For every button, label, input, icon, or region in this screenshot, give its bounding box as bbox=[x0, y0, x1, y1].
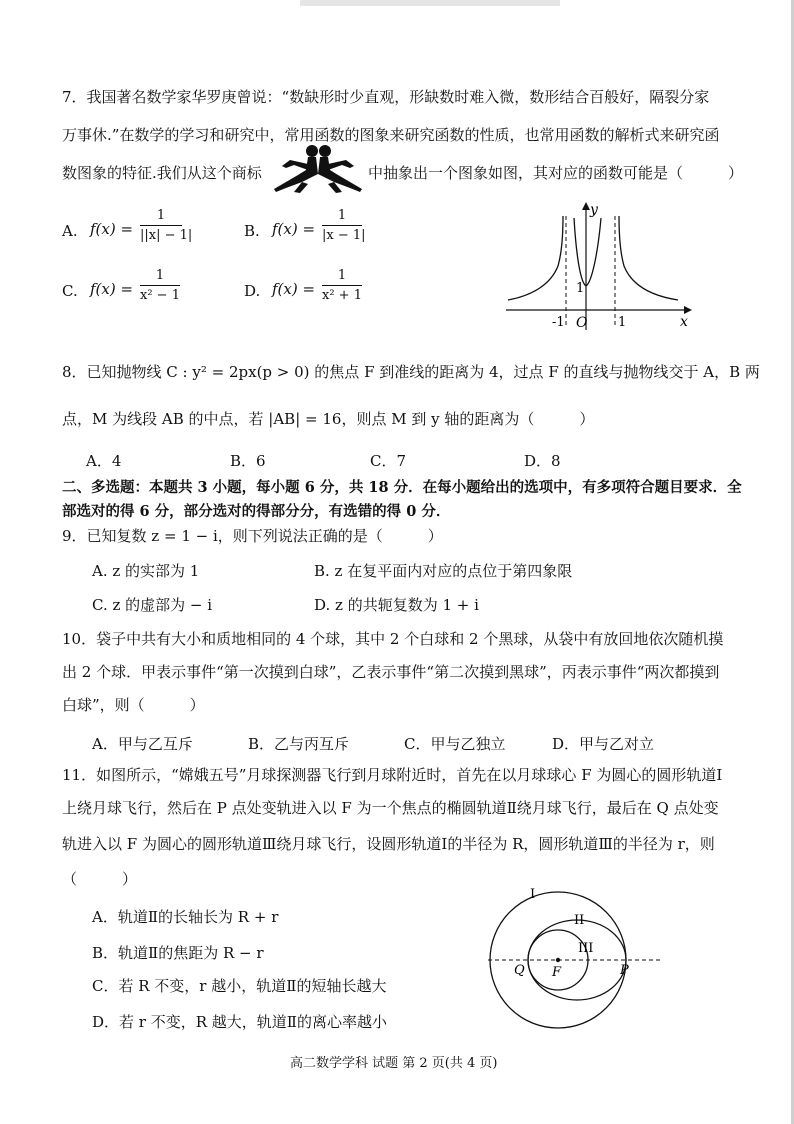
q7-option-d-label: D. bbox=[244, 282, 261, 300]
q7-option-c-denominator: x² − 1 bbox=[140, 288, 180, 303]
q9-stem: 9．已知复数 z = 1 − i，则下列说法正确的是（ ） bbox=[62, 527, 443, 545]
scan-smudge bbox=[300, 0, 560, 6]
q11-option-c: C．若 R 不变，r 越小，轨道Ⅱ的短轴长越大 bbox=[92, 977, 387, 995]
q7-option-a-denominator: ||x| − 1| bbox=[140, 228, 193, 243]
orbit-I-label: I bbox=[530, 887, 536, 902]
curve-middle-branch bbox=[574, 218, 601, 286]
q7-option-d-fraction-bar bbox=[322, 285, 362, 286]
q9-option-b: B. z 在复平面内对应的点位于第四象限 bbox=[314, 562, 573, 580]
q10-option-d: D．甲与乙对立 bbox=[552, 735, 655, 753]
q7-option-a-label: A. bbox=[62, 222, 78, 240]
q7-option-b-lhs: f(x) = bbox=[272, 220, 316, 238]
graph-x-label: x bbox=[680, 314, 688, 330]
orbit-II-label: II bbox=[574, 913, 585, 928]
q7-option-d-denominator: x² + 1 bbox=[322, 288, 362, 303]
orbit-II-ellipse bbox=[528, 920, 626, 1000]
q10-option-c: C．甲与乙独立 bbox=[404, 735, 506, 753]
graph-tick-y-1: 1 bbox=[576, 281, 585, 296]
curve-right-branch bbox=[619, 216, 678, 300]
graph-origin-label: O bbox=[576, 315, 588, 331]
q8-option-d: D．8 bbox=[524, 452, 561, 470]
focus-F-point bbox=[556, 958, 560, 962]
q7-line1: 7．我国著名数学家华罗庚曾说：“数缺形时少直观，形缺数时难入微，数形结合百般好，隔裂分家 bbox=[62, 88, 710, 106]
point-F-label: F bbox=[552, 965, 562, 980]
graph-tick-neg-1: -1 bbox=[552, 315, 565, 330]
q9-option-d: D. z 的共轭复数为 1 + i bbox=[314, 596, 479, 614]
q10-line1: 10．袋子中共有大小和质地相同的 4 个球，其中 2 个白球和 2 个黑球，从袋中有放回地依次随机摸 bbox=[62, 630, 724, 648]
q10-line3: 白球”，则（ ） bbox=[62, 696, 205, 714]
q7-option-a-lhs: f(x) = bbox=[90, 220, 134, 238]
q8-line2: 点，M 为线段 AB 的中点，若 |AB| = 16，则点 M 到 y 轴的距离为（ ） bbox=[62, 410, 595, 428]
graph-tick-pos-1: 1 bbox=[618, 315, 627, 330]
q11-option-d: D．若 r 不变，R 越大，轨道Ⅱ的离心率越小 bbox=[92, 1013, 387, 1031]
q8-option-b: B．6 bbox=[230, 452, 266, 470]
kappa-logo-image bbox=[272, 142, 364, 194]
point-Q-label: Q bbox=[514, 963, 525, 978]
q9-option-a: A. z 的实部为 1 bbox=[92, 562, 200, 580]
q7-option-d-lhs: f(x) = bbox=[272, 280, 316, 298]
q7-line3b: 中抽象出一个图象如图，其对应的函数可能是（ ） bbox=[368, 164, 744, 182]
q7-option-b-numerator: 1 bbox=[337, 208, 347, 223]
q7-option-c-label: C. bbox=[62, 282, 78, 300]
point-P-label: P bbox=[620, 963, 629, 978]
q8-line1: 8．已知抛物线 C : y² = 2px(p > 0) 的焦点 F 到准线的距离为 4，过点 F 的直线与抛物线交于 A，B 两 bbox=[62, 363, 760, 381]
q7-function-graph bbox=[500, 196, 700, 336]
page-footer: 高二数学学科 试题 第 2 页(共 4 页) bbox=[290, 1056, 498, 1071]
section2-heading-line1: 二、多选题：本题共 3 小题，每小题 6 分，共 18 分．在每小题给出的选项中，有多项符合题目要求．全 bbox=[62, 479, 742, 496]
x-axis-arrow bbox=[684, 306, 692, 314]
q11-line2: 上绕月球飞行，然后在 P 点处变轨进入以 F 为一个焦点的椭圆轨道Ⅱ绕月球飞行，最后在 Q 点处变 bbox=[62, 799, 719, 817]
q11-line3: 轨进入以 F 为圆心的圆形轨道Ⅲ绕月球飞行，设圆形轨道Ⅰ的半径为 R，圆形轨道Ⅲ的半径为 r，则 bbox=[62, 835, 715, 853]
q7-option-c-lhs: f(x) = bbox=[90, 280, 134, 298]
q7-option-c-numerator: 1 bbox=[155, 268, 165, 283]
q7-option-b-fraction-bar bbox=[322, 225, 362, 226]
q10-option-b: B．乙与丙互斥 bbox=[248, 735, 350, 753]
section2-heading-line2: 部选对的得 6 分，部分选对的得部分分，有选错的得 0 分． bbox=[62, 503, 451, 520]
q7-option-d-numerator: 1 bbox=[337, 268, 347, 283]
q7-line2: 万事休.”在数学的学习和研究中，常用函数的图象来研究函数的性质，也常用函数的解析式来研究函 bbox=[62, 126, 720, 144]
graph-y-label: y bbox=[590, 202, 598, 218]
q7-line3a: 数图象的特征.我们从这个商标 bbox=[62, 164, 262, 182]
orbit-III-label: III bbox=[578, 941, 594, 956]
q11-orbit-figure bbox=[484, 880, 664, 1040]
q11-line4: （ ） bbox=[62, 870, 138, 888]
q7-option-a-numerator: 1 bbox=[156, 208, 166, 223]
q7-option-b-label: B. bbox=[244, 222, 260, 240]
q8-option-c: C．7 bbox=[370, 452, 407, 470]
q8-option-a: A．4 bbox=[86, 452, 122, 470]
q10-line2: 出 2 个球．甲表示事件“第一次摸到白球”，乙表示事件“第二次摸到黑球”，丙表示事件“两次都摸到 bbox=[62, 663, 720, 681]
q7-option-c-fraction-bar bbox=[140, 285, 180, 286]
q7-option-b-denominator: |x − 1| bbox=[322, 228, 366, 243]
q11-option-a: A．轨道Ⅱ的长轴长为 R + r bbox=[92, 908, 279, 926]
q10-option-a: A．甲与乙互斥 bbox=[92, 735, 193, 753]
curve-left-branch bbox=[508, 216, 563, 300]
q7-option-a-fraction-bar bbox=[140, 225, 182, 226]
q11-option-b: B．轨道Ⅱ的焦距为 R − r bbox=[92, 944, 264, 962]
y-axis-arrow bbox=[582, 202, 590, 210]
q9-option-c: C. z 的虚部为 − i bbox=[92, 596, 213, 614]
q11-line1: 11．如图所示，“嫦娥五号”月球探测器飞行到月球附近时，首先在以月球球心 F 为圆心的圆形轨道Ⅰ bbox=[62, 766, 723, 784]
